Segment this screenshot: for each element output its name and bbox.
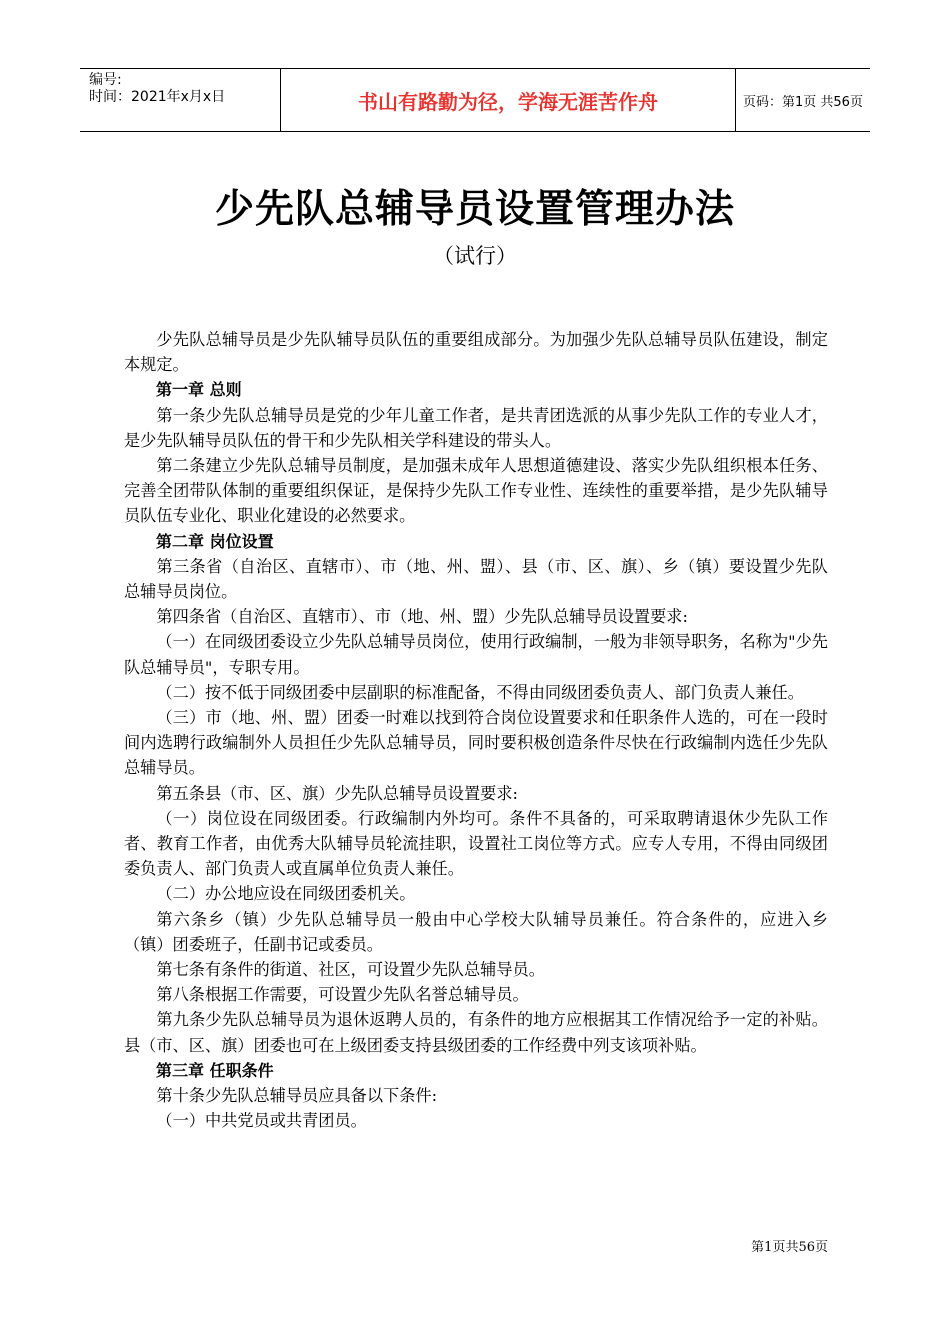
body-paragraph: 第十条少先队总辅导员应具备以下条件: xyxy=(156,1086,438,1106)
document-title: 少先队总辅导员设置管理办法 xyxy=(214,187,735,232)
body-paragraph: 第五条县（市、区、旗）少先队总辅导员设置要求: xyxy=(156,783,518,803)
body-paragraph: （二）办公地应设在同级团委机关。 xyxy=(156,884,416,904)
body-paragraph: （一）在同级团委设立少先队总辅导员岗位，使用行政编制，一般为非领导职务，名称为"少先队总辅导员"，专职专用。 xyxy=(124,632,828,677)
body-paragraph: 第九条少先队总辅导员为退休返聘人员的，有条件的地方应根据其工作情况给予一定的补贴。县（市、区、旗）团委也可在上级团委支持县级团委的工作经费中列支该项补贴。 xyxy=(124,1010,828,1055)
document-number-label: 编号: xyxy=(89,72,122,88)
header-page-cell xyxy=(735,69,870,131)
body-paragraph: （二）按不低于同级团委中层副职的标准配备，不得由同级团委负责人、部门负责人兼任。 xyxy=(156,682,804,702)
document-time-label: 时间：2021年x月x日 xyxy=(89,89,226,105)
body-paragraph: 少先队总辅导员是少先队辅导员队伍的重要组成部分。为加强少先队总辅导员队伍建设，制定本规定。 xyxy=(124,330,828,375)
page-info: 页码：第1页 共56页 xyxy=(743,94,863,110)
body-paragraph: （一）中共党员或共青团员。 xyxy=(156,1111,367,1131)
header-motto-cell xyxy=(280,69,736,131)
body-paragraph: 第四条省（自治区、直辖市）、市（地、州、盟）少先队总辅导员设置要求: xyxy=(156,607,688,627)
body-paragraph: 第三条省（自治区、直辖市）、市（地、州、盟）、县（市、区、旗）、乡（镇）要设置少先队总辅导员岗位。 xyxy=(124,556,828,602)
chapter-heading: 第二章 岗位设置 xyxy=(156,531,274,551)
chapter-heading: 第一章 总则 xyxy=(156,380,242,400)
body-paragraph: 第二条建立少先队总辅导员制度，是加强未成年人思想道德建设、落实少先队组织根本任务、完善全团带队体制的重要组织保证，是保持少先队工作专业性、连续性的重要举措，是少先队辅导员队伍专业化、职业化建设的必然要求。 xyxy=(124,456,828,526)
page-footer: 第1页共56页 xyxy=(751,1240,828,1255)
body-paragraph: 第六条乡（镇）少先队总辅导员一般由中心学校大队辅导员兼任。符合条件的，应进入乡（镇）团委班子，任副书记或委员。 xyxy=(124,909,828,954)
motto-text: 书山有路勤为径，学海无涯苦作舟 xyxy=(358,89,658,114)
document-body xyxy=(124,327,828,1134)
body-paragraph: （三）市（地、州、盟）团委一时难以找到符合岗位设置要求和任职条件人选的，可在一段时间内选聘行政编制外人员担任少先队总辅导员，同时要积极创造条件尽快在行政编制内选任少先队总辅导员。 xyxy=(124,708,828,778)
body-paragraph: 第八条根据工作需要，可设置少先队名誉总辅导员。 xyxy=(156,985,529,1005)
header-meta-cell xyxy=(80,69,280,131)
header-table xyxy=(80,68,870,132)
document-subtitle: （试行） xyxy=(433,244,517,268)
body-paragraph: 第七条有条件的街道、社区，可设置少先队总辅导员。 xyxy=(156,960,545,980)
chapter-heading: 第三章 任职条件 xyxy=(156,1060,274,1080)
body-paragraph: （一）岗位设在同级团委。行政编制内外均可。条件不具备的，可采取聘请退休少先队工作者、教育工作者，由优秀大队辅导员轮流挂职，设置社工岗位等方式。应专人专用，不得由同级团委负责人、部门负责人或直属单位负责人兼任。 xyxy=(124,808,828,879)
body-paragraph: 第一条少先队总辅导员是党的少年儿童工作者，是共青团选派的从事少先队工作的专业人才，是少先队辅导员队伍的骨干和少先队相关学科建设的带头人。 xyxy=(124,405,828,450)
